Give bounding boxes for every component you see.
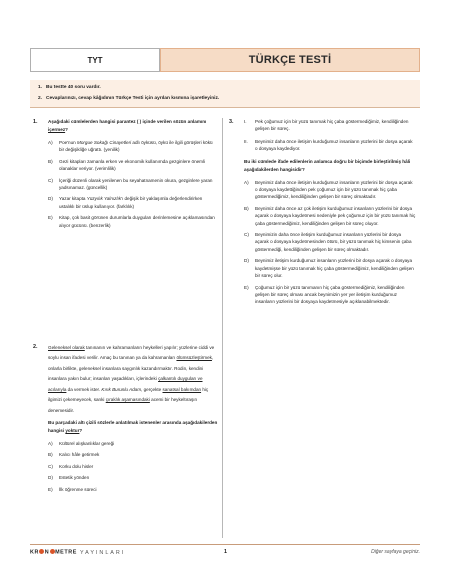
- option-d[interactable]: D) Yazar kitapta Yüzyılık Yalnızlık'ı değişik bir yaklaşımla değerlendirirken ustalıklı bir üslup kullanıyor. (farklılık): [48, 196, 203, 209]
- option-e[interactable]: E) Kitap, çok basit görünen durumlarla duyguları derinlemesine açıklamasından alıyor gücünü. (benzerlik): [48, 215, 215, 228]
- option-a[interactable]: A) Beynimiz daha önce iletişim kurduğumuz insanların yüzlerini bir dosya açarak o dosyaya kaydettiğinden pek çoğumuz için bir yüzü tanımak hiç çaba göstermediğimiz, kendiliğinden gelişen bir süreç olmaktadır.: [244, 179, 413, 200]
- exam-label: TYT: [30, 48, 160, 72]
- test-header: [30, 48, 420, 72]
- option-e[interactable]: E) Çoğumuz için bir yüzü tanımanın hiç çaba göstermediğimiz, kendiliğinden gelişen bir süreç olması ancak beynimizin yer yer iletişim kurduğumuz insanların yüzlerini bir dosyaya kaydetmesiyle açıklanabilmektedir.: [244, 284, 405, 305]
- answer-options: [48, 440, 218, 493]
- option-d[interactable]: D) Beynimiz iletişim kurduğumuz insanların yüzlerini bir dosya açarak o dosyaya kaydetmişse bir yüzü tanımak hiç çaba göstermediğimiz, kendiliğinden gelişen bir süreç olur.: [244, 258, 414, 279]
- question-stem: Aşağıdaki cümlelerden hangisi parantez ( ) içinde verilen sözün anlamını içermez?: [48, 119, 207, 132]
- option-a[interactable]: A) Poe'nun Morgue Sokağı Cinayetleri adlı öyküsü, öykü ile ilgili görüşleri kökü bir değişikliğe uğrattı. (yenilik): [48, 140, 213, 153]
- page-footer: [30, 549, 420, 559]
- next-page-note: Diğer sayfaya geçiniz.: [371, 549, 420, 555]
- question-number: 1.: [33, 119, 38, 125]
- question-number: 2.: [33, 344, 38, 351]
- test-title: TÜRKÇE TESTİ: [160, 48, 420, 72]
- instructions-box: [30, 80, 420, 108]
- question-3: [226, 118, 416, 306]
- option-a[interactable]: A) Kültürel alışkanlıklar gereği: [48, 440, 115, 446]
- instruction-item: 2. Cevaplarınızı, cevap kâğıdının Türkçe Testi için ayrılan kısmına işaretleyiniz.: [38, 96, 220, 101]
- publisher-logo: KR N METRE YAYINLARI: [30, 549, 126, 556]
- question-passage: Geleneksel olarak tanınanın ve kahramanların heykelleri yapılır; yüzlerine ciddi ve soylu insan ifadesi verilir. Amaç bu tanınan ya da kahramanları ölümsüzleştirmek, onlarla birlikte, geleneksel insanlara saygınlık kazandırmaktır. Rodin, kendini insanlara yakın bulur; insanları yaşadıkları, içlerindeki çalkantılı duyguları ve acılarıyla da vermek ister. Kırık Burunlu Adam, gerçekte sanatsal bakımdan hiç ilgimizi çekemeyecek, sanki çıraklık aşamasındaki acemi bir heykeltıraşın denemesidir.: [48, 345, 215, 413]
- left-column: [30, 118, 218, 497]
- statement-1: I. Pek çoğumuz için bir yüzü tanımak hiç çaba göstermediğimiz, kendiliğinden gelişen bir süreç.: [244, 119, 409, 132]
- statement-2: II. Beynimiz daha önce iletişim kurduğumuz insanların yüzlerini bir dosya açarak o dosyaya kaydediyor.: [244, 138, 413, 152]
- publisher-name: YAYINLARI: [79, 549, 126, 556]
- option-c[interactable]: C) İçeriği düzenli olarak yenilenen bu seyahatnamenin okura, gezginlere yaran yadsınamaz. (güncellik): [48, 177, 213, 191]
- option-b[interactable]: B) Kalıcı hâle getirmek: [48, 452, 100, 458]
- question-number: 3.: [229, 119, 234, 125]
- page-number: 1: [224, 549, 227, 555]
- option-c[interactable]: C) Beynimizin daha önce iletişim kurduğumuz insanların yüzlerini bir dosya açarak o dosyaya kaydetmesinden ötürü, bir yüzü tanımak hiç kimsenin çaba göstermediği, kendiliğinden gelişen bir süreç olmaktadır.: [244, 232, 412, 252]
- question-stem: Bu parçadaki altı çizili sözlerle anlatılmak istenenler arasında aşağıdakilerden hangisi yoktur?: [48, 419, 218, 433]
- answer-options: [244, 179, 416, 306]
- instruction-item: 1. Bu testte 40 soru vardır.: [38, 85, 101, 90]
- question-1: [30, 118, 218, 229]
- option-c[interactable]: C) Korku dolu hisler: [48, 463, 94, 469]
- question-stem: Bu iki cümlede ifade edilenlerin anlamca doğru bir biçimde birleştirilmiş hâli aşağıdakilerden hangisidir?: [244, 158, 411, 172]
- column-divider: [222, 118, 223, 538]
- option-b[interactable]: B) Beynimiz daha önce az çok iletişim kurduğumuz insanların yüzlerini bir dosya açarak o dosyaya kaydetmesi nedeniyle pek çoğumuz için bir yüzü tanımak hiç çaba göstermediğimiz, kendiliğinden gelişen bir süreç oluyor.: [244, 205, 416, 226]
- answer-options: [48, 139, 218, 229]
- option-d[interactable]: D) Estetik yönden: [48, 475, 90, 481]
- question-2: [30, 343, 218, 493]
- footer-divider: [30, 544, 420, 545]
- option-e[interactable]: E) İlk öğrenme süreci: [48, 486, 97, 492]
- option-b[interactable]: B) Gezi kitapları zamanla erken ve ekonomik kullanımda gezginlere önemli olanaklar veriyor. (verimlilik): [48, 158, 206, 172]
- right-column: [226, 118, 416, 310]
